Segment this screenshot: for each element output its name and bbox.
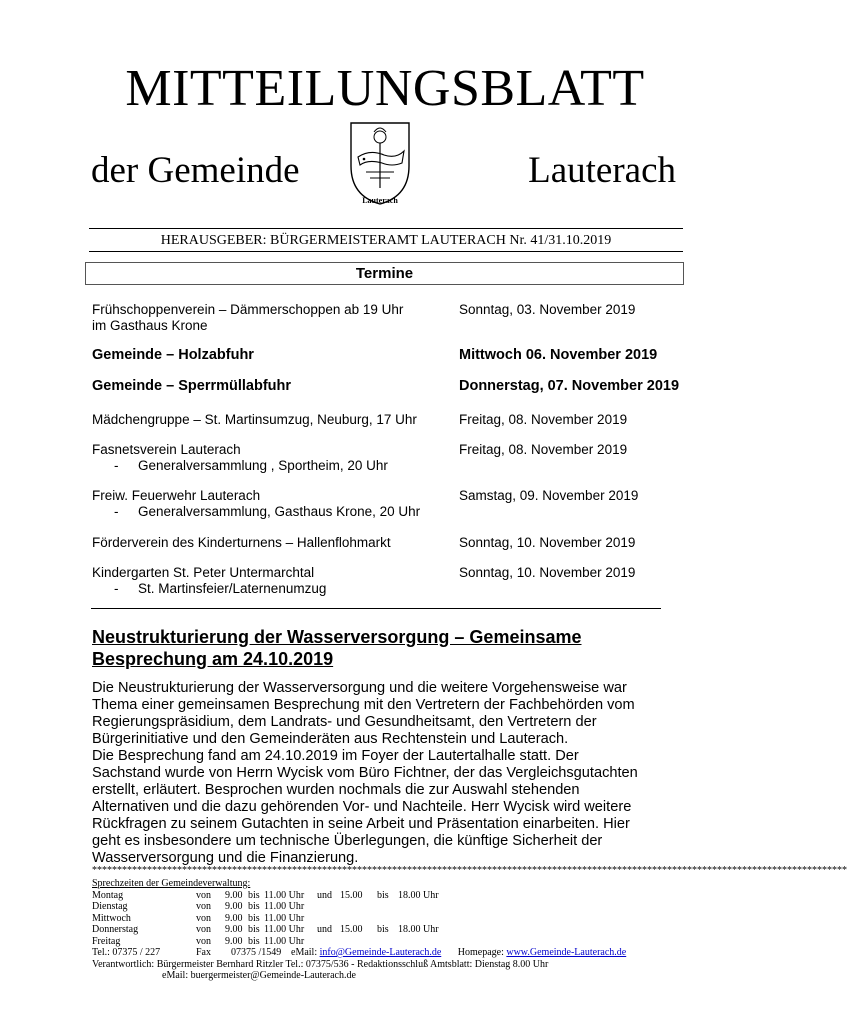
header-rule-top (89, 228, 683, 229)
article-line: Wasserversorgung und die Finanzierung. (92, 850, 359, 866)
office-hours-row (92, 901, 692, 913)
hours-von: von (196, 889, 211, 901)
newsletter-title: MITTEILUNGSBLATT (125, 60, 645, 117)
fax-number: 07375 /1549 (231, 947, 282, 958)
hours-day: Montag (92, 889, 124, 901)
event-title-line-2: im Gasthaus Krone (92, 318, 208, 333)
event-subitem-text: Generalversammlung , Sportheim, 20 Uhr (138, 458, 388, 473)
article-line: Die Neustrukturierung der Wasserversorgung und die weitere Vorgehensweise war (92, 680, 627, 696)
hours-to: 11.00 Uhr (264, 901, 305, 912)
hours-from-afternoon: 15.00 (340, 924, 363, 935)
hours-von: von (196, 935, 211, 947)
article-line: Alternativen und die dazu gehörenden Vor- und Nachteile. Herr Wycisk wird weitere (92, 799, 632, 815)
article-line: erstellt, erläutert. Besprochen wurden nochmals die zur Auswahl stehenden (92, 782, 580, 798)
phone-number: Tel.: 07375 / 227 (92, 947, 161, 958)
hours-bis-afternoon: bis (377, 889, 389, 901)
contact-line (92, 947, 692, 959)
article-line: Bürgerinitiative und den Gemeinderäten aus Rechtenstein und Lauterach. (92, 731, 569, 747)
event-subitem: - Generalversammlung, Gasthaus Krone, 20 Uhr (114, 504, 421, 519)
event-item (92, 347, 452, 363)
hours-von: von (196, 924, 211, 935)
event-date: Sonntag, 10. November 2019 (459, 535, 636, 550)
event-date: Samstag, 09. November 2019 (459, 488, 639, 503)
hours-to-afternoon: 18.00 Uhr (398, 889, 439, 901)
event-item (92, 488, 452, 520)
office-hours-row (92, 936, 692, 948)
office-hours-heading: Sprechzeiten der Gemeindeverwaltung: (92, 878, 251, 889)
event-subitem-text: St. Martinsfeier/Laternenumzug (138, 581, 327, 596)
hours-day: Donnerstag (92, 924, 139, 935)
event-date: Sonntag, 10. November 2019 (459, 565, 636, 580)
hours-day: Dienstag (92, 901, 128, 912)
event-title: Mädchengruppe – St. Martinsumzug, Neuburg, 17 Uhr (92, 412, 417, 427)
homepage-link[interactable]: www.Gemeinde-Lauterach.de (506, 947, 627, 958)
office-hours-row (92, 924, 692, 936)
event-subitem-text: Generalversammlung, Gasthaus Krone, 20 Uhr (138, 504, 421, 519)
event-title: Freiw. Feuerwehr Lauterach (92, 488, 261, 503)
hours-from-afternoon: 15.00 (340, 889, 363, 901)
event-date: Sonntag, 03. November 2019 (459, 302, 636, 317)
event-item (92, 302, 452, 334)
responsible-email[interactable]: eMail: buergermeister@Gemeinde-Lauterach.de (162, 970, 356, 981)
footer-contact-block (92, 878, 692, 982)
article-headline: Neustrukturierung der Wasserversorgung – Gemeinsame Besprechung am 24.10.2019 (92, 627, 582, 669)
event-title: Gemeinde – Holzabfuhr (92, 347, 254, 363)
hours-und: und (317, 889, 332, 901)
hours-von: von (196, 912, 211, 924)
event-item (92, 535, 452, 551)
email-link[interactable]: info@Gemeinde-Lauterach.de (319, 947, 442, 958)
hours-to: 11.00 Uhr (264, 912, 305, 924)
event-title: Förderverein des Kinderturnens – Hallenflohmarkt (92, 535, 391, 550)
publisher-line: HERAUSGEBER: BÜRGERMEISTERAMT LAUTERACH Nr. 41/31.10.2019 (160, 233, 612, 248)
hours-from: 9.00 (225, 912, 243, 924)
hours-bis: bis (248, 889, 260, 901)
hours-day: Mittwoch (92, 912, 131, 924)
subtitle-town: Lauterach (528, 150, 676, 191)
event-title: Kindergarten St. Peter Untermarchtal (92, 565, 315, 580)
hours-to-afternoon: 18.00 Uhr (398, 924, 439, 935)
hours-to: 11.00 Uhr (264, 935, 305, 947)
event-item (92, 565, 452, 597)
hours-from: 9.00 (225, 935, 243, 947)
footer-star-separator: ******************************************************************************************************************************************************* (92, 865, 847, 876)
article-body (92, 680, 682, 867)
event-item (92, 412, 452, 428)
article-line: Sachstand wurde von Herrn Wycisk vom Büro Fichtner, der das Vergleichsgutachten (92, 765, 638, 781)
hours-von: von (196, 901, 211, 912)
homepage-label: Homepage: (457, 947, 504, 958)
hours-bis: bis (248, 912, 260, 924)
article-line: Thema einer gemeinsamen Besprechung mit den Vertretern der Fachbehörden vom (92, 697, 635, 713)
event-item (92, 442, 452, 474)
event-date: Donnerstag, 07. November 2019 (459, 378, 680, 394)
event-date: Freitag, 08. November 2019 (459, 442, 628, 457)
hours-bis: bis (248, 924, 260, 935)
article-line: Die Besprechung fand am 24.10.2019 im Foyer der Lautertalhalle statt. Der (92, 748, 579, 764)
hours-bis: bis (248, 935, 260, 947)
header-rule-bottom (89, 251, 683, 252)
event-title: Frühschoppenverein – Dämmerschoppen ab 19 Uhr (92, 302, 404, 317)
responsible-line: Verantwortlich: Bürgermeister Bernhard Ritzler Tel.: 07375/536 - Redaktionsschluß Amtsblatt: Dienstag 8.00 Uhr (92, 958, 549, 970)
event-date: Freitag, 08. November 2019 (459, 412, 628, 427)
hours-to: 11.00 Uhr (264, 889, 305, 901)
hours-to: 11.00 Uhr (264, 924, 305, 935)
hours-bis-afternoon: bis (377, 924, 389, 935)
event-subitem: - St. Martinsfeier/Laternenumzug (114, 581, 327, 596)
article-line: Regierungspräsidium, dem Landrats- und Gesundheitsamt, den Vertretern der (92, 714, 597, 730)
article-line: Rückfragen zu seinem Gutachten in seine Arbeit und Präsentation einarbeiten. Hier (92, 816, 630, 832)
article-line: geht es insbesondere um technische Überlegungen, die künftige Sicherheit der (92, 833, 603, 849)
email-label: eMail: (291, 947, 318, 958)
fax-label: Fax (196, 947, 211, 958)
hours-from: 9.00 (225, 924, 243, 935)
hours-day: Freitag (92, 935, 121, 947)
hours-from: 9.00 (225, 901, 243, 912)
event-date: Mittwoch 06. November 2019 (459, 347, 658, 363)
office-hours-row (92, 890, 692, 902)
office-hours-row (92, 913, 692, 925)
hours-from: 9.00 (225, 889, 243, 901)
event-subitem: - Generalversammlung , Sportheim, 20 Uhr (114, 458, 388, 473)
section-divider (91, 608, 661, 609)
event-item (92, 378, 452, 394)
hours-bis: bis (248, 901, 260, 912)
hours-und: und (317, 924, 332, 935)
event-title: Gemeinde – Sperrmüllabfuhr (92, 378, 292, 394)
termine-heading: Termine (85, 262, 684, 285)
subtitle-gemeinde: der Gemeinde (91, 150, 300, 191)
event-title: Fasnetsverein Lauterach (92, 442, 241, 457)
coat-of-arms-icon (348, 120, 412, 208)
crest-label: Lauterach (362, 196, 398, 205)
